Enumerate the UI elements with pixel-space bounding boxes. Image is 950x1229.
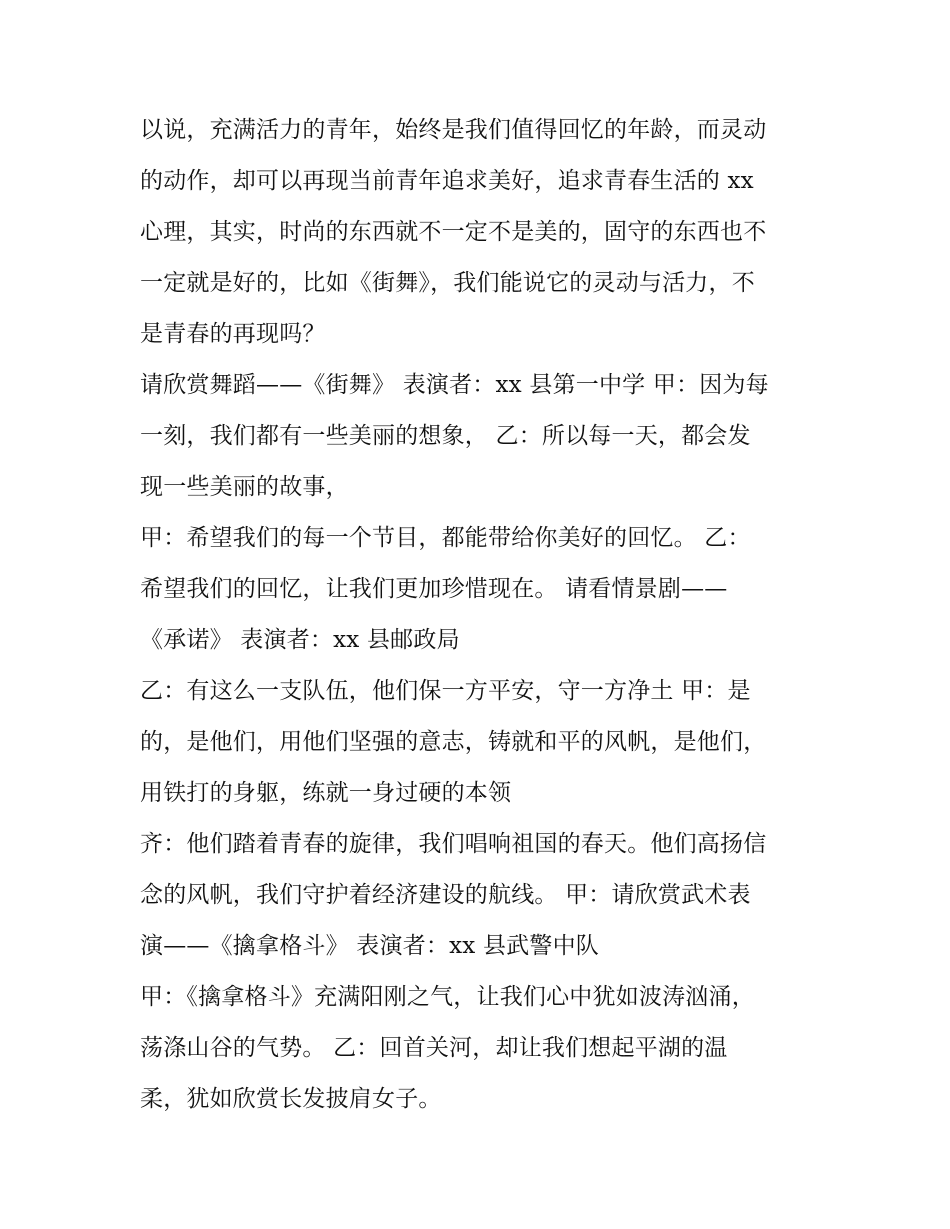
text-line: 用铁打的身躯，练就一身过硬的本领 bbox=[140, 780, 512, 806]
text-line: 是青春的再现吗？ bbox=[140, 321, 326, 347]
document-body bbox=[140, 105, 820, 1125]
text-line: 一定就是好的，比如《街舞》，我们能说它的灵动与活力，不 bbox=[140, 270, 755, 296]
text-line: 齐：他们踏着青春的旋律，我们唱响祖国的春天。他们高扬信 bbox=[140, 831, 767, 857]
text-line: 柔，犹如欣赏长发披肩女子。 bbox=[140, 1086, 442, 1112]
text-line: 乙：有这么一支队伍，他们保一方平安，守一方净土 甲：是 bbox=[140, 678, 751, 704]
text-line: 心理，其实，时尚的东西就不一定不是美的，固守的东西也不 bbox=[140, 219, 767, 245]
text-line: 甲：希望我们的每一个节目，都能带给你美好的回忆。 乙： bbox=[140, 525, 751, 551]
text-line: 甲：《擒拿格斗》充满阳刚之气，让我们心中犹如波涛汹涌， bbox=[140, 984, 755, 1010]
text-line: 一刻，我们都有一些美丽的想象， 乙：所以每一天，都会发 bbox=[140, 423, 751, 449]
text-line: 请欣赏舞蹈——《街舞》 表演者：xx 县第一中学 甲：因为每 bbox=[140, 372, 769, 398]
text-line: 希望我们的回忆，让我们更加珍惜现在。 请看情景剧—— bbox=[140, 576, 728, 602]
text-line: 演——《擒拿格斗》 表演者：xx 县武警中队 bbox=[140, 933, 599, 959]
text-line: 以说，充满活力的青年，始终是我们值得回忆的年龄，而灵动 bbox=[140, 117, 767, 143]
text-line: 的动作，却可以再现当前青年追求美好，追求青春生活的 xx bbox=[140, 168, 754, 194]
text-line: 念的风帆，我们守护着经济建设的航线。 甲：请欣赏武术表 bbox=[140, 882, 751, 908]
text-line: 现一些美丽的故事， bbox=[140, 474, 349, 500]
text-line: 《承诺》 表演者：xx 县邮政局 bbox=[140, 627, 460, 653]
text-line: 的，是他们，用他们坚强的意志，铸就和平的风帆，是他们， bbox=[140, 729, 767, 755]
text-line: 荡涤山谷的气势。 乙：回首关河，却让我们想起平湖的温 bbox=[140, 1035, 728, 1061]
